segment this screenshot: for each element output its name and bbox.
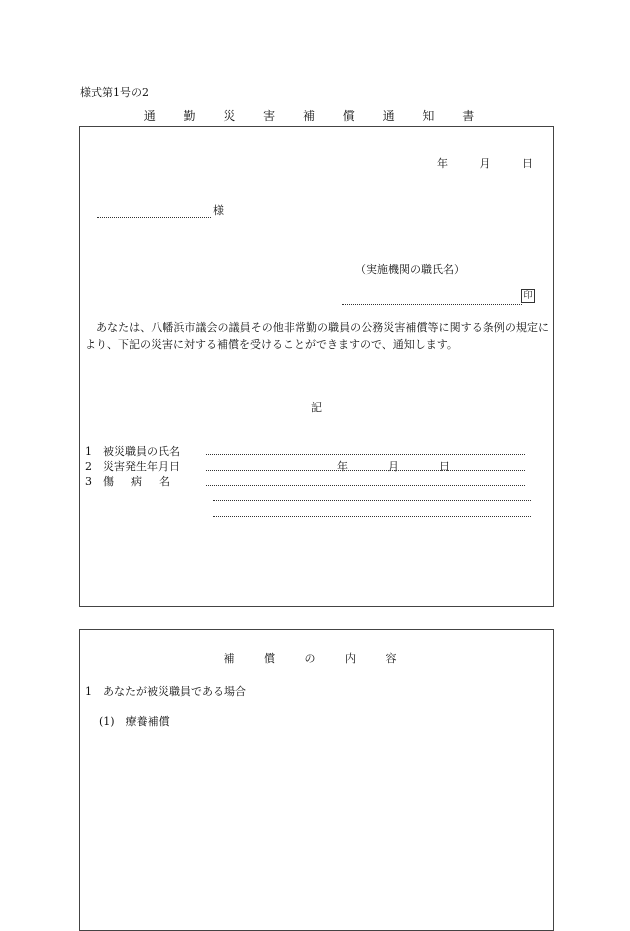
item-label: 災害発生年月日 xyxy=(103,460,180,473)
item-occurrence-date xyxy=(85,458,180,474)
issue-date-month: 月 xyxy=(479,157,491,170)
occurrence-year: 年 xyxy=(337,460,348,473)
occurrence-date-blank xyxy=(206,470,525,471)
addressee-line xyxy=(97,202,224,218)
item-label: 傷病名 xyxy=(103,475,187,488)
occurrence-day: 日 xyxy=(439,460,450,473)
item-injury-name xyxy=(85,473,187,489)
injury-name-blank-1 xyxy=(206,485,525,486)
case-victim: 1 あなたが被災職員である場合 xyxy=(85,685,246,698)
seal-mark: 印 xyxy=(521,289,535,303)
compensation-heading: 補 償 の 内 容 xyxy=(223,652,410,665)
official-signature-blank xyxy=(342,304,522,305)
item-number: 3 xyxy=(85,475,92,488)
item-victim-name xyxy=(85,443,180,459)
injury-name-blank-2 xyxy=(213,500,531,501)
ki-heading: 記 xyxy=(311,401,322,414)
compensation-box xyxy=(79,629,554,931)
issue-date-day: 日 xyxy=(522,157,533,170)
addressee-blank xyxy=(97,207,211,218)
victim-name-blank xyxy=(206,454,525,455)
document-title: 通 勤 災 害 補 償 通 知 書 xyxy=(143,109,487,123)
notice-body: あなたは、八幡浜市議会の議員その他非常勤の職員の公務災害補償等に関する条例の規定により、下記の災害に対する補償を受けることができますので、通知します。 xyxy=(85,321,549,351)
injury-name-blank-3 xyxy=(213,516,531,517)
notice-box xyxy=(79,126,554,607)
sub-medical-compensation: (1) 療養補償 xyxy=(99,715,170,728)
item-label: 被災職員の氏名 xyxy=(103,445,180,458)
item-number: 2 xyxy=(85,460,92,473)
item-number: 1 xyxy=(85,445,92,458)
official-label: （実施機関の職氏名） xyxy=(355,263,465,276)
occurrence-month: 月 xyxy=(388,460,399,473)
issue-date xyxy=(409,155,533,171)
addressee-suffix: 様 xyxy=(213,204,224,217)
issue-date-year: 年 xyxy=(437,157,448,170)
form-number: 様式第1号の2 xyxy=(80,86,149,99)
